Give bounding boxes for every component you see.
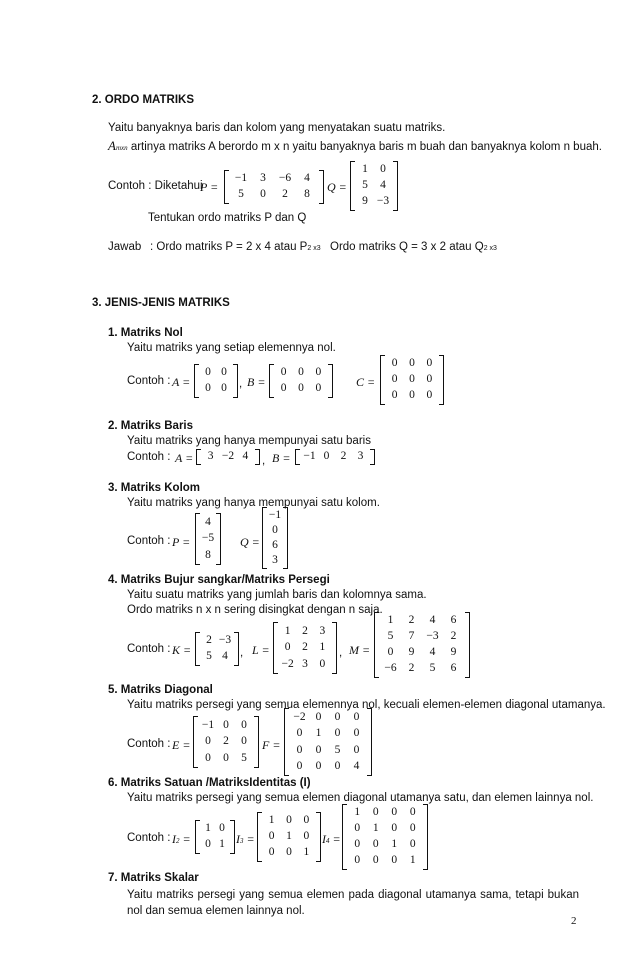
item-6-title: 6. Matriks Satuan /MatriksIdentitas (I) [108, 777, 311, 789]
kolom-Q-label: Q = [240, 535, 260, 549]
I4-equals: = [332, 832, 341, 846]
nol-A-label: A = [172, 375, 191, 389]
matrix-cell: 6 [450, 614, 457, 627]
matrix-cell: 2 [282, 188, 288, 201]
matrix-cell: 0 [354, 838, 361, 851]
matrix-cell: 0 [298, 366, 304, 379]
matrix-cell: 0 [391, 389, 398, 402]
matrix-cell: 0 [272, 523, 278, 536]
comma: , [240, 647, 244, 659]
matrix-cell: 0 [380, 163, 386, 176]
matrix-nol-B [269, 364, 333, 398]
item-4-desc2: Ordo matriks n x n sering disingkat dengan n saja. [127, 604, 383, 616]
matrix-cell: 0 [221, 382, 227, 395]
left-bracket [374, 612, 379, 678]
left-bracket [194, 364, 199, 398]
right-bracket [319, 170, 324, 204]
baris-B-label: B = [272, 451, 291, 465]
matrix-cell: 0 [303, 830, 310, 843]
I3-equals: = [246, 832, 255, 846]
answer-P-text: : Ordo matriks P = 2 x 4 atau P [150, 241, 308, 253]
matrix-kolom-P [195, 513, 221, 565]
matrix-cell: −2 [221, 450, 235, 463]
matrix-diagonal-E [193, 716, 259, 768]
matrix-cell: 0 [372, 806, 379, 819]
matrix-cell: 0 [205, 735, 211, 748]
kolom-P-label: P = [172, 535, 191, 549]
matrix-cell: 5 [362, 179, 368, 192]
matrix-cell: 0 [260, 188, 266, 201]
matrix-cell: 0 [284, 641, 291, 654]
matrix-cell: 0 [205, 366, 211, 379]
matrix-Q [350, 161, 398, 211]
left-bracket [380, 355, 385, 405]
right-bracket [216, 513, 221, 565]
right-bracket [230, 820, 235, 854]
matrix-cell: 0 [426, 373, 433, 386]
persegi-L-label: L = [252, 643, 270, 657]
matrix-cell: −3 [426, 630, 439, 643]
item-4-desc: Yaitu suatu matriks yang jumlah baris dan kolomnya sama. [127, 589, 427, 601]
matrix-cell: 5 [387, 630, 394, 643]
comma: , [339, 647, 343, 659]
matrix-cell: 0 [391, 806, 398, 819]
matrix-cell: 2 [302, 641, 308, 654]
persegi-M-label: M = [349, 643, 371, 657]
nol-C-label: C = [356, 375, 376, 389]
task-text: Tentukan ordo matriks P dan Q [148, 212, 307, 224]
matrix-cell: 2 [302, 624, 308, 637]
right-bracket [370, 449, 375, 465]
matrix-cell: −3 [218, 634, 232, 647]
matrix-cell: 4 [380, 179, 386, 192]
matrix-identitas-I3 [257, 812, 321, 862]
matrix-cell: 0 [426, 357, 433, 370]
right-bracket [254, 716, 259, 768]
item-1-contoh: Contoh : [127, 375, 171, 387]
matrix-cell: 0 [303, 814, 310, 827]
matrix-cell: 5 [429, 662, 436, 675]
matrix-cell: 1 [286, 830, 292, 843]
matrix-cell: 2 [408, 662, 415, 675]
matrix-cell: 0 [296, 760, 303, 772]
matrix-identitas-I4 [342, 804, 428, 870]
matrix-cell: 2 [223, 735, 229, 748]
left-bracket [262, 507, 267, 569]
matrix-cell: 0 [409, 838, 416, 851]
matrix-cell: 0 [391, 854, 398, 867]
matrix-persegi-M [374, 612, 470, 678]
matrix-cell: 1 [354, 806, 361, 819]
comma: , [262, 455, 266, 467]
item-6-contoh: Contoh : [127, 832, 171, 844]
matrix-cell: 4 [242, 450, 249, 463]
diagonal-E-label: E = [172, 738, 191, 752]
matrix-cell: 7 [408, 630, 415, 643]
matrix-cell: 2 [450, 630, 457, 643]
matrix-cell: 0 [391, 822, 398, 835]
matrix-cell: 0 [319, 657, 326, 670]
right-bracket [234, 632, 239, 666]
item-6-desc: Yaitu matriks persegi yang semua elemen diagonal utamanya satu, dan elemen lainnya nol. [127, 792, 594, 804]
matrix-cell: 5 [238, 188, 244, 201]
matrix-cell: −1 [268, 508, 282, 521]
matrix-cell: 4 [429, 646, 436, 659]
I2-symbol: I [172, 832, 176, 846]
matrix-cell: 0 [353, 710, 360, 723]
matrix-cell: 8 [205, 548, 211, 561]
item-5-contoh: Contoh : [127, 738, 171, 750]
answer-Q [330, 241, 497, 253]
matrix-cell: 0 [296, 727, 303, 739]
matrix-cell: 3 [357, 450, 364, 463]
item-1-desc: Yaitu matriks yang setiap elemennya nol. [127, 342, 336, 354]
matrix-cell: 0 [205, 382, 211, 395]
diagonal-F-label: F = [262, 738, 281, 752]
answer-P-subscript: 2 x3 [307, 245, 321, 252]
matrix-cell: 0 [205, 751, 211, 764]
matrix-cell: 4 [205, 515, 211, 528]
item-2-title: 2. Matriks Baris [108, 420, 194, 432]
matrix-cell: 2 [408, 614, 415, 627]
matrix-cell: 0 [409, 389, 415, 402]
matrix-cell: −2 [293, 710, 306, 723]
matrix-cell: 1 [319, 641, 326, 654]
left-bracket [224, 170, 229, 204]
matrix-cell: 0 [286, 846, 292, 859]
matrix-cell: −1 [234, 172, 248, 185]
notation-symbol: A [108, 138, 116, 153]
right-bracket [393, 161, 398, 211]
answer-Q-subscript: 2 x3 [483, 245, 497, 252]
matrix-cell: 1 [315, 727, 322, 739]
matrix-cell: 3 [260, 172, 266, 185]
matrix-cell: 0 [223, 751, 229, 764]
matrix-cell: 0 [323, 450, 330, 463]
matrix-cell: −1 [201, 718, 215, 731]
matrix-cell: 0 [280, 382, 287, 395]
matrix-cell: 0 [354, 854, 361, 867]
matrix-cell: 0 [354, 822, 361, 835]
section-2-definition: Yaitu banyaknya baris dan kolom yang menyatakan suatu matriks. [108, 122, 446, 134]
matrix-Q-label: Q = [327, 180, 347, 194]
matrix-cell: 0 [334, 760, 341, 772]
right-bracket [439, 355, 444, 405]
matrix-cell: 0 [391, 373, 398, 386]
matrix-cell: 0 [353, 727, 360, 739]
notation-line [108, 138, 602, 154]
matrix-cell: 4 [353, 760, 360, 772]
matrix-cell: 0 [315, 743, 322, 756]
matrix-cell: 0 [409, 806, 416, 819]
item-1-title: 1. Matriks Nol [108, 327, 183, 339]
item-7-title: 7. Matriks Skalar [108, 872, 199, 884]
matrix-cell: 0 [315, 366, 322, 379]
matrix-cell: 0 [315, 760, 322, 772]
matrix-cell: −6 [278, 172, 292, 185]
matrix-cell: 0 [334, 710, 341, 723]
answer-Q-text: Ordo matriks Q = 3 x 2 atau Q [330, 241, 484, 253]
baris-A-label: A = [175, 451, 194, 465]
item-5-title: 5. Matriks Diagonal [108, 684, 213, 696]
left-bracket [269, 364, 274, 398]
persegi-K-label: K = [172, 643, 192, 657]
matrix-cell: 1 [284, 624, 291, 637]
right-bracket [332, 622, 337, 674]
notation-text: artinya matriks A berordo m x n yaitu banyaknya baris m buah dan banyaknya kolom n buah. [130, 141, 602, 153]
matrix-cell: 0 [372, 854, 379, 867]
matrix-P-label: P = [200, 180, 219, 194]
comma: , [239, 378, 243, 390]
I3-symbol: I [236, 832, 240, 846]
answer-P [150, 241, 321, 253]
left-bracket [284, 708, 289, 776]
matrix-cell: 4 [429, 614, 436, 627]
page-number: 2 [571, 915, 577, 927]
matrix-cell: 0 [315, 710, 322, 723]
matrix-cell: 0 [205, 838, 211, 851]
matrix-cell: 1 [391, 838, 398, 851]
matrix-persegi-L [273, 622, 337, 674]
matrix-cell: 0 [280, 366, 287, 379]
left-bracket [196, 449, 201, 465]
identitas-I3-label [236, 832, 255, 847]
right-bracket [465, 612, 470, 678]
matrix-cell: 9 [362, 195, 368, 208]
I2-subscript: 2 [176, 837, 180, 845]
matrix-cell: 9 [450, 646, 457, 659]
I4-subscript: 4 [326, 837, 330, 845]
matrix-cell: 0 [426, 389, 433, 402]
matrix-cell: −5 [201, 532, 215, 545]
matrix-cell: 0 [409, 822, 416, 835]
left-bracket [295, 449, 300, 465]
matrix-cell: 5 [206, 650, 212, 663]
matrix-cell: 0 [268, 846, 275, 859]
item-4-contoh: Contoh : [127, 643, 171, 655]
matrix-cell: −3 [376, 195, 390, 208]
example-prefix: Contoh : Diketahui [108, 180, 203, 192]
matrix-cell: 0 [315, 382, 322, 395]
item-5-desc: Yaitu matriks persegi yang semua elemennya nol, kecuali elemen-elemen diagonal utamanya. [127, 699, 606, 711]
matrix-cell: 0 [268, 830, 275, 843]
matrix-cell: 5 [241, 751, 247, 764]
matrix-cell: 0 [409, 357, 415, 370]
matrix-cell: 0 [387, 646, 394, 659]
notation-subscript: mxn [115, 144, 128, 152]
left-bracket [350, 161, 355, 211]
answer-label: Jawab [108, 241, 142, 253]
matrix-cell: 3 [272, 553, 278, 566]
matrix-cell: 0 [391, 357, 398, 370]
matrix-cell: 3 [319, 624, 326, 637]
item-4-title: 4. Matriks Bujur sangkar/Matriks Persegi [108, 574, 330, 586]
matrix-cell: 2 [340, 450, 347, 463]
matrix-cell: 0 [219, 822, 225, 835]
matrix-baris-A [196, 449, 260, 465]
section-2-heading: 2. ORDO MATRIKS [92, 94, 195, 106]
left-bracket [342, 804, 347, 870]
I4-symbol: I [322, 832, 326, 846]
matrix-baris-B [295, 449, 375, 465]
item-2-contoh: Contoh : [127, 451, 171, 463]
matrix-cell: −1 [303, 450, 316, 463]
matrix-cell: 1 [268, 814, 275, 827]
matrix-cell: 0 [353, 743, 360, 756]
I3-subscript: 3 [240, 837, 244, 845]
matrix-cell: 0 [409, 373, 415, 386]
right-bracket [367, 708, 372, 776]
right-bracket [233, 364, 238, 398]
matrix-cell: −6 [384, 662, 397, 675]
identitas-I4-label [322, 832, 341, 847]
right-bracket [283, 507, 288, 569]
matrix-cell: 2 [206, 634, 212, 647]
right-bracket [316, 812, 321, 862]
matrix-cell: 0 [241, 735, 247, 748]
matrix-cell: 8 [304, 188, 310, 201]
matrix-kolom-Q [262, 507, 288, 569]
matrix-cell: 1 [303, 846, 310, 859]
matrix-cell: 3 [207, 450, 214, 463]
matrix-cell: 1 [219, 838, 225, 851]
item-3-desc: Yaitu matriks yang hanya mempunyai satu kolom. [127, 497, 380, 509]
matrix-nol-C [380, 355, 444, 405]
matrix-P [224, 170, 324, 204]
left-bracket [195, 820, 200, 854]
matrix-cell: 0 [296, 743, 303, 756]
matrix-nol-A [194, 364, 238, 398]
left-bracket [195, 513, 200, 565]
matrix-cell: 0 [334, 727, 341, 739]
section-3-heading: 3. JENIS-JENIS MATRIKS [92, 297, 230, 309]
matrix-cell: 1 [409, 854, 416, 867]
matrix-cell: 0 [241, 718, 247, 731]
right-bracket [255, 449, 260, 465]
matrix-cell: 6 [272, 538, 278, 551]
matrix-cell: 9 [408, 646, 415, 659]
I2-equals: = [182, 832, 191, 846]
item-7-desc: Yaitu matriks persegi yang semua elemen pada diagonal utamanya sama, tetapi bukan nol dan semua elemen lainnya nol. [127, 889, 579, 917]
matrix-cell: 4 [304, 172, 310, 185]
matrix-cell: 0 [286, 814, 292, 827]
matrix-persegi-K [195, 632, 239, 666]
matrix-cell: 1 [372, 822, 379, 835]
matrix-cell: 0 [372, 838, 379, 851]
matrix-cell: 0 [221, 366, 227, 379]
right-bracket [423, 804, 428, 870]
left-bracket [193, 716, 198, 768]
identitas-I2-label [172, 832, 191, 847]
matrix-cell: 6 [450, 662, 457, 675]
item-3-title: 3. Matriks Kolom [108, 482, 201, 494]
left-bracket [273, 622, 278, 674]
left-bracket [257, 812, 262, 862]
nol-B-label: B = [247, 375, 266, 389]
matrix-cell: 1 [205, 822, 211, 835]
matrix-cell: 1 [387, 614, 394, 627]
matrix-cell: 5 [334, 743, 341, 756]
right-bracket [328, 364, 333, 398]
matrix-cell: 0 [223, 718, 229, 731]
item-2-desc: Yaitu matriks yang hanya mempunyai satu baris [127, 435, 371, 447]
matrix-cell: 1 [362, 163, 368, 176]
matrix-identitas-I2 [195, 820, 235, 854]
matrix-diagonal-F [284, 708, 372, 776]
matrix-cell: 4 [222, 650, 228, 663]
left-bracket [195, 632, 200, 666]
matrix-cell: −2 [281, 657, 294, 670]
matrix-cell: 0 [298, 382, 304, 395]
matrix-cell: 3 [302, 657, 308, 670]
item-3-contoh: Contoh : [127, 535, 171, 547]
